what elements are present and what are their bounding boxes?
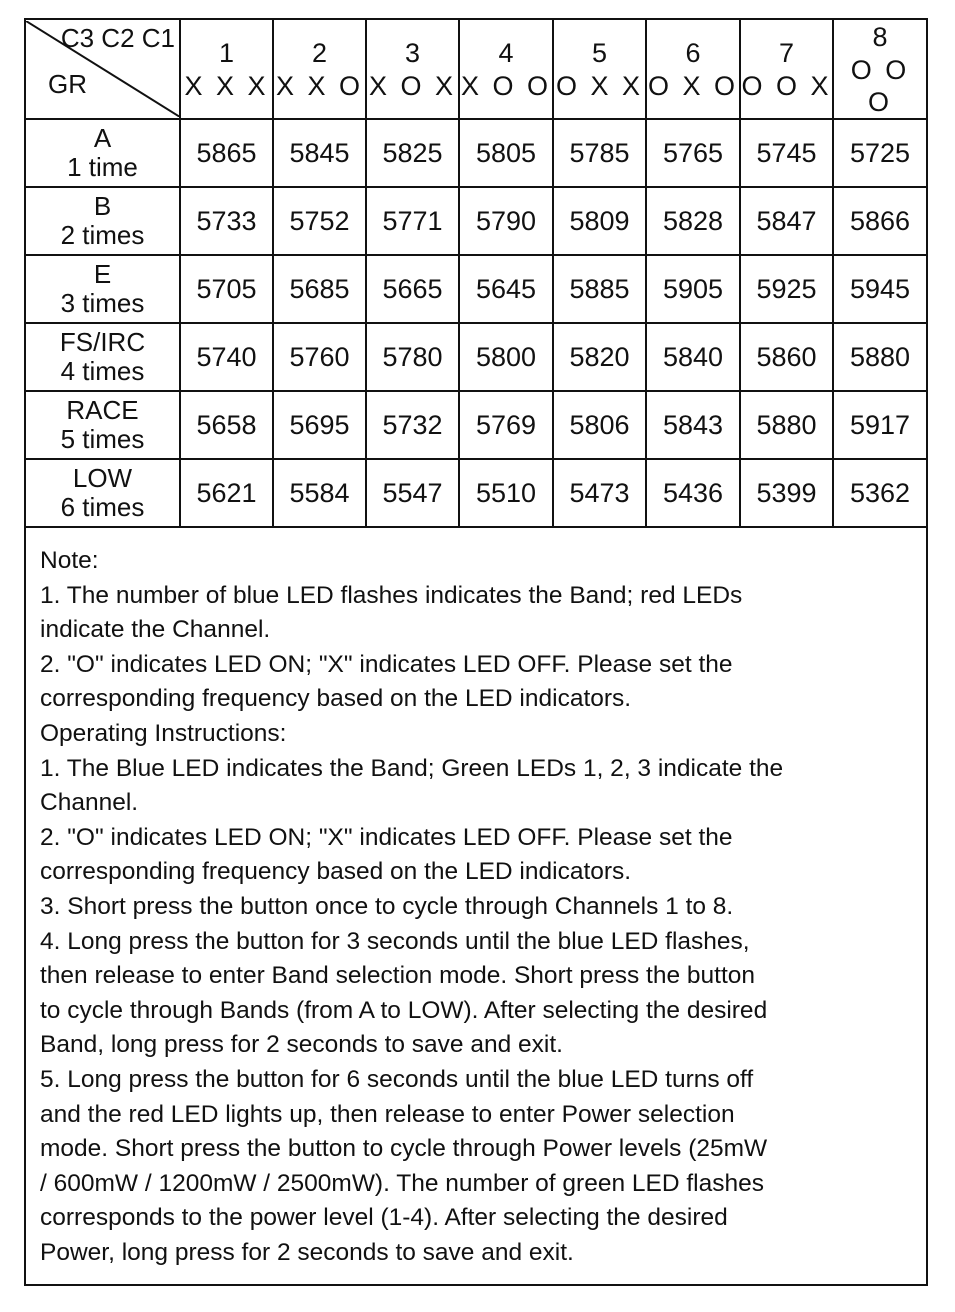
channel-header xyxy=(740,20,833,119)
channel-led-pattern: O X O xyxy=(647,71,738,101)
frequency-cell: 5885 xyxy=(553,255,646,323)
band-flash-count: 1 time xyxy=(67,152,138,182)
notes-section xyxy=(40,544,920,1270)
frequency-cell: 5780 xyxy=(366,323,459,391)
frequency-cell: 5917 xyxy=(833,391,926,459)
band-name: RACE xyxy=(66,395,139,425)
channel-led-pattern: O O X xyxy=(741,71,832,101)
channel-led-pattern: O X X xyxy=(555,71,644,101)
note-line: indicate the Channel. xyxy=(40,616,271,644)
channel-led-pattern: X O O xyxy=(460,71,551,101)
instruction-line: Channel. xyxy=(40,789,139,817)
instruction-line: Power, long press for 2 seconds to save and exit. xyxy=(40,1238,574,1266)
note-line: 1. The number of blue LED flashes indicates the Band; red LEDs xyxy=(40,581,743,609)
table-row xyxy=(26,187,926,255)
instruction-line: to cycle through Bands (from A to LOW). After selecting the desired xyxy=(40,996,768,1024)
instruction-line: 2. "O" indicates LED ON; "X" indicates LED OFF. Please set the xyxy=(40,823,733,851)
frequency-cell: 5790 xyxy=(459,187,553,255)
note-line: 2. "O" indicates LED ON; "X" indicates LED OFF. Please set the xyxy=(40,650,733,678)
frequency-cell: 5800 xyxy=(459,323,553,391)
instruction-line: 3. Short press the button once to cycle through Channels 1 to 8. xyxy=(40,892,734,920)
instruction-line: 4. Long press the button for 3 seconds until the blue LED flashes, xyxy=(40,927,750,955)
instruction-line: Band, long press for 2 seconds to save and exit. xyxy=(40,1031,563,1059)
frequency-cell: 5745 xyxy=(740,119,833,187)
channel-number: 2 xyxy=(311,38,328,68)
channel-number: 8 xyxy=(872,22,888,52)
table-row xyxy=(26,459,926,527)
band-cell xyxy=(26,255,180,323)
channel-led-pattern: O O O xyxy=(850,55,910,117)
channel-number: 7 xyxy=(778,38,795,68)
channel-header xyxy=(180,20,273,119)
band-cell xyxy=(26,459,180,527)
band-name: B xyxy=(93,191,112,221)
frequency-cell: 5584 xyxy=(273,459,366,527)
frequency-cell: 5665 xyxy=(366,255,459,323)
band-cell xyxy=(26,323,180,391)
band-name: E xyxy=(93,259,112,289)
frequency-cell: 5399 xyxy=(740,459,833,527)
document-frame xyxy=(24,18,928,1286)
frequency-cell: 5771 xyxy=(366,187,459,255)
channel-number: 4 xyxy=(498,38,514,68)
channel-header xyxy=(273,20,366,119)
channel-led-pattern: X X O xyxy=(275,71,364,101)
frequency-cell: 5769 xyxy=(459,391,553,459)
band-flash-count: 5 times xyxy=(60,424,145,454)
channel-number: 3 xyxy=(404,38,421,68)
instruction-line: corresponding frequency based on the LED indicators. xyxy=(40,858,632,886)
frequency-cell: 5805 xyxy=(459,119,553,187)
band-cell xyxy=(26,119,180,187)
frequency-cell: 5765 xyxy=(646,119,740,187)
frequency-cell: 5945 xyxy=(833,255,926,323)
frequency-cell: 5880 xyxy=(833,323,926,391)
frequency-cell: 5809 xyxy=(553,187,646,255)
instruction-line: / 600mW / 1200mW / 2500mW). The number of green LED flashes xyxy=(40,1169,764,1197)
band-cell xyxy=(26,391,180,459)
instruction-line: and the red LED lights up, then release to enter Power selection xyxy=(40,1100,735,1128)
channel-header xyxy=(459,20,553,119)
frequency-cell: 5760 xyxy=(273,323,366,391)
corner-cell xyxy=(26,20,180,119)
channel-header xyxy=(833,20,926,119)
frequency-cell: 5845 xyxy=(273,119,366,187)
channel-number: 5 xyxy=(591,38,608,68)
band-cell xyxy=(26,187,180,255)
frequency-cell: 5733 xyxy=(180,187,273,255)
frequency-cell: 5658 xyxy=(180,391,273,459)
band-name: FS/IRC xyxy=(59,327,146,357)
band-flash-count: 2 times xyxy=(60,220,145,250)
channel-led-pattern: X X X xyxy=(184,71,269,101)
channel-led-pattern: X O X xyxy=(368,71,457,101)
table-row xyxy=(26,391,926,459)
corner-group-label: GR xyxy=(48,69,87,99)
frequency-cell: 5645 xyxy=(459,255,553,323)
band-name: LOW xyxy=(72,463,133,493)
band-flash-count: 6 times xyxy=(60,492,145,522)
frequency-cell: 5860 xyxy=(740,323,833,391)
frequency-cell: 5621 xyxy=(180,459,273,527)
instruction-line: 1. The Blue LED indicates the Band; Green LEDs 1, 2, 3 indicate the xyxy=(40,754,784,782)
frequency-cell: 5905 xyxy=(646,255,740,323)
band-name: A xyxy=(93,123,112,153)
frequency-cell: 5362 xyxy=(833,459,926,527)
frequency-cell: 5785 xyxy=(553,119,646,187)
band-flash-count: 3 times xyxy=(60,288,145,318)
frequency-cell: 5880 xyxy=(740,391,833,459)
frequency-cell: 5547 xyxy=(366,459,459,527)
frequency-cell: 5732 xyxy=(366,391,459,459)
frequency-cell: 5695 xyxy=(273,391,366,459)
frequency-table xyxy=(26,20,926,528)
frequency-cell: 5705 xyxy=(180,255,273,323)
frequency-cell: 5828 xyxy=(646,187,740,255)
frequency-cell: 5866 xyxy=(833,187,926,255)
channel-header xyxy=(646,20,740,119)
frequency-cell: 5740 xyxy=(180,323,273,391)
frequency-cell: 5843 xyxy=(646,391,740,459)
instruction-line: corresponds to the power level (1-4). After selecting the desired xyxy=(40,1204,728,1232)
frequency-cell: 5840 xyxy=(646,323,740,391)
frequency-cell: 5510 xyxy=(459,459,553,527)
channel-header xyxy=(553,20,646,119)
band-flash-count: 4 times xyxy=(60,356,145,386)
table-row xyxy=(26,255,926,323)
frequency-cell: 5825 xyxy=(366,119,459,187)
channel-number: 6 xyxy=(685,38,701,68)
frequency-cell: 5685 xyxy=(273,255,366,323)
frequency-cell: 5865 xyxy=(180,119,273,187)
frequency-cell: 5820 xyxy=(553,323,646,391)
frequency-cell: 5847 xyxy=(740,187,833,255)
channel-header xyxy=(366,20,459,119)
frequency-cell: 5725 xyxy=(833,119,926,187)
frequency-cell: 5806 xyxy=(553,391,646,459)
header-row xyxy=(26,20,926,119)
instruction-line: mode. Short press the button to cycle through Power levels (25mW xyxy=(40,1135,768,1163)
note-line: corresponding frequency based on the LED indicators. xyxy=(40,685,632,713)
instructions-heading: Operating Instructions: xyxy=(40,719,287,747)
frequency-cell: 5925 xyxy=(740,255,833,323)
note-heading: Note: xyxy=(40,547,99,574)
frequency-cell: 5473 xyxy=(553,459,646,527)
instruction-line: then release to enter Band selection mode. Short press the button xyxy=(40,962,756,990)
instruction-line: 5. Long press the button for 6 seconds until the blue LED turns off xyxy=(40,1065,754,1093)
table-row xyxy=(26,119,926,187)
corner-channel-label: C3 C2 C1 xyxy=(60,23,175,53)
frequency-cell: 5752 xyxy=(273,187,366,255)
frequency-cell: 5436 xyxy=(646,459,740,527)
channel-number: 1 xyxy=(218,38,235,68)
table-row xyxy=(26,323,926,391)
